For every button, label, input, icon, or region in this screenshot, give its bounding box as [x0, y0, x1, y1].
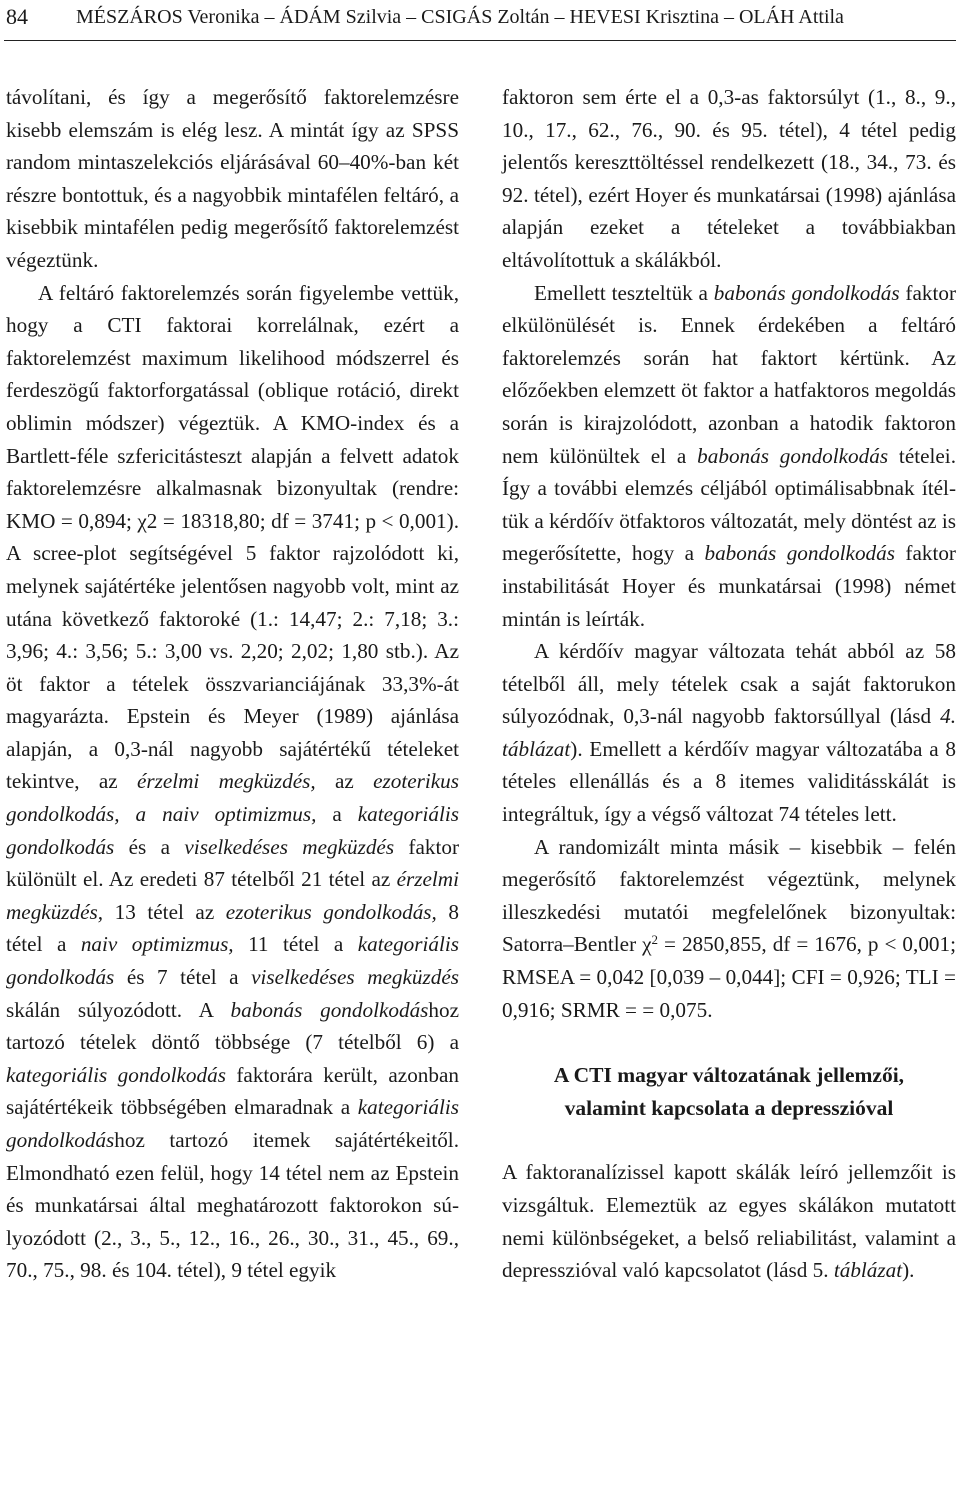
running-header: [0, 0, 960, 40]
left-paragraph-1: távolítani, és így a megerősítő faktorelemzésre kisebb elemszám is elég lesz. A mintát így az SPSS random mintaszelekciós eljárásával 60–40%-ban két részre bontottuk, és a nagyobbik mintafélen feltáró, a kisebbik mintafélen pedig megerősítő faktorelemzést végeztünk.: [6, 85, 459, 272]
running-head-authors: MÉSZÁROS Veronika – ÁDÁM Szilvia – CSIGÁS Zoltán – HEVESI Krisztina – OLÁH Attila: [76, 6, 844, 28]
right-paragraph-4: A randomizált minta másik – kisebbik – felén megerősítő faktorelemzést végeztünk, melynek illeszkedési mutatói megfelelőnek bizonyultak: Satorra–Bentler $\chi^2 = 2850,855$, df = 1676, p < 0,001; RMSEA = 0,042 [0,039 – 0,044]; CFI = 0,926; TLI = 0,916; SRMR = = 0,075.: [502, 834, 956, 1022]
right-paragraph-2: Emellett teszteltük a babonás gondolkodás faktor elkülönülését is. Ennek érdekében a feltáró faktorelemzés során hat faktort kértünk. Az előzőekben elemzett öt faktor a hatfaktoros megoldás során is kirajzolódott, azonban a hatodik faktoron nem különültek el a babonás gondolkodás tételei. Így a további elemzés céljából optimálisabbnak ítéltük a kérdőív ötfaktoros változatát, mely döntést az is megerősítette, hogy a babonás gondolkodás faktor instabilitását Hoyer és munkatársai (1998) német mintán is leírták.: [502, 280, 957, 631]
right-column: [502, 81, 956, 1287]
right-paragraph-5: A faktoranalízissel kapott skálák leíró jellemzőit is vizsgáltuk. Elemeztük az egyes skálákon mutatott nemi különbségeket, a belső reliabilitást, valamint a depresszióval való kapcsolatot (lásd 5. táblázat).: [502, 1160, 956, 1283]
right-paragraph-3: A kérdőív magyar változata tehát abból az 58 tételből áll, mely tételek csak a saját faktorukon súlyozódnak, 0,3-nál nagyobb faktorsúllyal (lásd 4. táblázat). Emellett a kérdőív magyar változatába a 8 tételes ellenállás és a 8 itemes validitásskálát is integráltuk, így a végső változat 74 tételes lett.: [502, 639, 956, 827]
page-number: 84: [6, 4, 28, 29]
left-column: [6, 81, 459, 1287]
section-heading: A CTI magyar változatának jellemzői, valamint kapcsolata a depresszióval: [553, 1063, 905, 1120]
header-rule: [4, 40, 956, 41]
right-paragraph-1: faktoron sem érte el a 0,3-as faktorsúlyt (1., 8., 9., 10., 17., 62., 76., 90. és 95. tétel), 4 tétel pedig jelentős kereszttöltéssel rendelkezett (18., 34., 73. és 92. tétel), ezért Hoyer és munkatársai (1998) ajánlása alapján ezeket a tételeket a továbbiakban eltávolítottuk a skálákból.: [502, 85, 956, 272]
left-paragraph-2: A feltáró faktorelemzés során figyelembe vettük, hogy a CTI faktorai korrelálnak, ezért a faktorelemzést maximum likelihood módszerrel és ferdeszögű faktorforgatással (oblique rotáció, direkt oblimin módszer) végeztük. A KMO-index és a Bartlett-féle szfericitásteszt alapján a felvett adatok faktorelemzésre alkalmasnak bizonyultak (rendre: KMO = 0,894; χ2 = 18318,80; df = 3741; p < 0,001). A scree-plot segítségével 5 faktor rajzolódott ki, melynek sajátértéke jelentősen nagyobb volt, mint az utána következő faktoroké (1.: 14,47; 2.: 7,18; 3.: 3,96; 4.: 3,56; 5.: 3,00 vs. 2,20; 2,02; 1,80 stb.). Az öt faktor a tételek összvarianciájának 33,3%-át magyarázta. Epstein és Meyer (1989) ajánlása alapján, a 0,3-nál nagyobb sajátértékű tételeket tekintve, az érzelmi megküzdés, az ezoterikus gondolkodás, a naiv optimizmus, a kategoriális gondolkodás és a viselkedéses megküzdés faktor különült el. Az eredeti 87 tételből 21 tétel az érzelmi megküzdés, 13 tétel az ezoterikus gondolkodás, 8 tétel a naiv optimizmus, 11 tétel a kategoriális gondolkodás és 7 tétel a viselkedéses megküzdés skálán súlyozódott. A babonás gondolkodáshoz tartozó tételek döntő többsége (7 tételből 6) a kategoriális gondolkodás faktorára került, azonban sajátértékeik többségében elmaradnak a kategoriális gondolkodáshoz tartozó itemek sajátértékeitől. Elmondható ezen felül, hogy 14 tétel nem az Epstein és munkatársai által meghatározott faktorokon súlyozódott (2., 3., 5., 12., 16., 26., 30., 31., 45., 69., 70., 75., 98. és 104. tétel), 9 tétel egyik: [6, 280, 460, 1283]
